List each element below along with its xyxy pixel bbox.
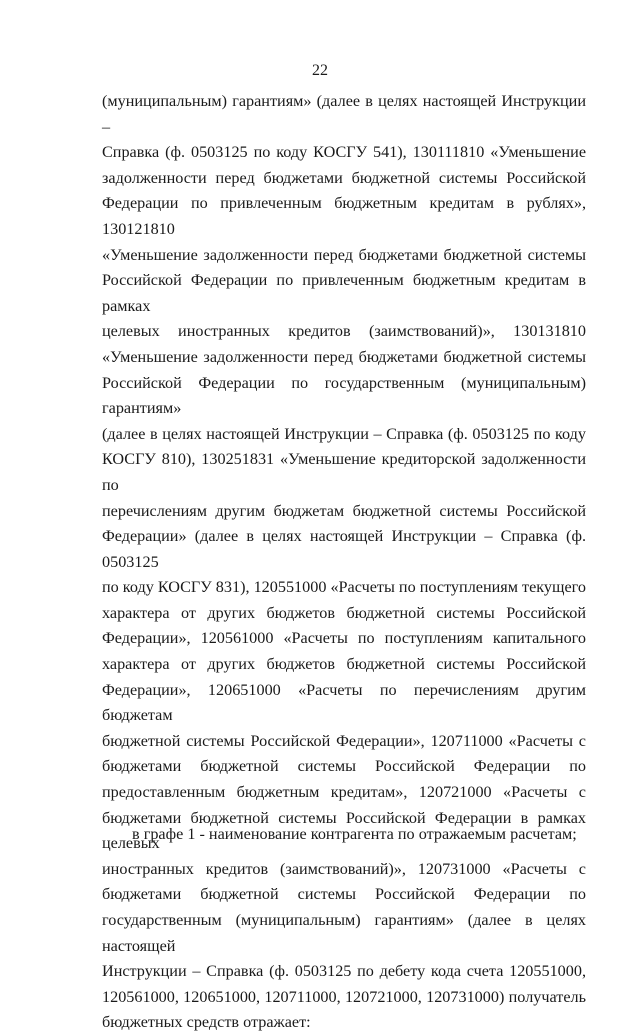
text-line: характера от других бюджетов бюджетной системы Российской (102, 655, 586, 674)
text-line: Федерации», 120651000 «Расчеты по перечислениям другим бюджетам (102, 680, 586, 725)
text-line: «Уменьшение задолженности перед бюджетами бюджетной системы (102, 347, 586, 366)
text-line: бюджетами бюджетной системы Российской Федерации в рамках целевых (102, 808, 586, 853)
text-line: «Уменьшение задолженности перед бюджетами бюджетной системы (102, 245, 586, 264)
text-line: характера от других бюджетов бюджетной системы Российской (102, 603, 586, 622)
text-line: Инструкции – Справка (ф. 0503125 по дебету кода счета 120551000, (102, 962, 586, 981)
text-line: по коду КОСГУ 831), 120551000 «Расчеты по поступлениям текущего (102, 578, 586, 597)
page-number: 22 (312, 62, 328, 79)
text-line: государственным (муниципальным) гарантиям» (далее в целях настоящей (102, 911, 586, 955)
text-line: (далее в целях настоящей Инструкции – Справка (ф. 0503125 по коду (102, 424, 586, 443)
text-line: предоставленным бюджетным кредитам», 120721000 «Расчеты с (102, 783, 586, 802)
text-line: иностранных кредитов (заимствований)», 120731000 «Расчеты с (102, 859, 586, 878)
text-line: Федерации» (далее в целях настоящей Инструкции – Справка (ф. 0503125 (102, 527, 586, 571)
text-line: бюджетной системы Российской Федерации», 120711000 «Расчеты с (102, 731, 586, 750)
text-line: перечислениям другим бюджетам бюджетной системы Российской (102, 501, 586, 520)
text-line: бюджетами бюджетной системы Российской Федерации по (102, 885, 586, 904)
text-line: Справка (ф. 0503125 по коду КОСГУ 541), 130111810 «Уменьшение (102, 143, 586, 162)
text-line: бюджетами бюджетной системы Российской Федерации по (102, 757, 586, 776)
text-line: 120561000, 120651000, 120711000, 120721000, 120731000) получатель (102, 987, 586, 1006)
text-line: (муниципальным) гарантиям» (далее в целях настоящей Инструкции – (102, 92, 586, 136)
text-line: Российской Федерации по привлеченным бюджетным кредитам в рамках (102, 271, 586, 315)
text-line: в графе 1 - наименование контрагента по отражаемым расчетам; (132, 825, 577, 843)
text-line: КОСГУ 810), 130251831 «Уменьшение кредиторской задолженности по (102, 450, 586, 494)
text-line: задолженности перед бюджетами бюджетной системы Российской (102, 168, 586, 187)
second-paragraph (132, 822, 586, 848)
text-line: бюджетных средств отражает: (102, 1013, 311, 1032)
text-line: Федерации», 120561000 «Расчеты по поступлениям капитального (102, 629, 586, 648)
text-line: целевых иностранных кредитов (заимствований)», 130131810 (102, 322, 586, 341)
body-paragraph (102, 89, 586, 1036)
text-line: Российской Федерации по государственным (муниципальным) гарантиям» (102, 373, 586, 418)
text-line: Федерации по привлеченным бюджетным кредитам в рублях», 130121810 (102, 194, 586, 238)
